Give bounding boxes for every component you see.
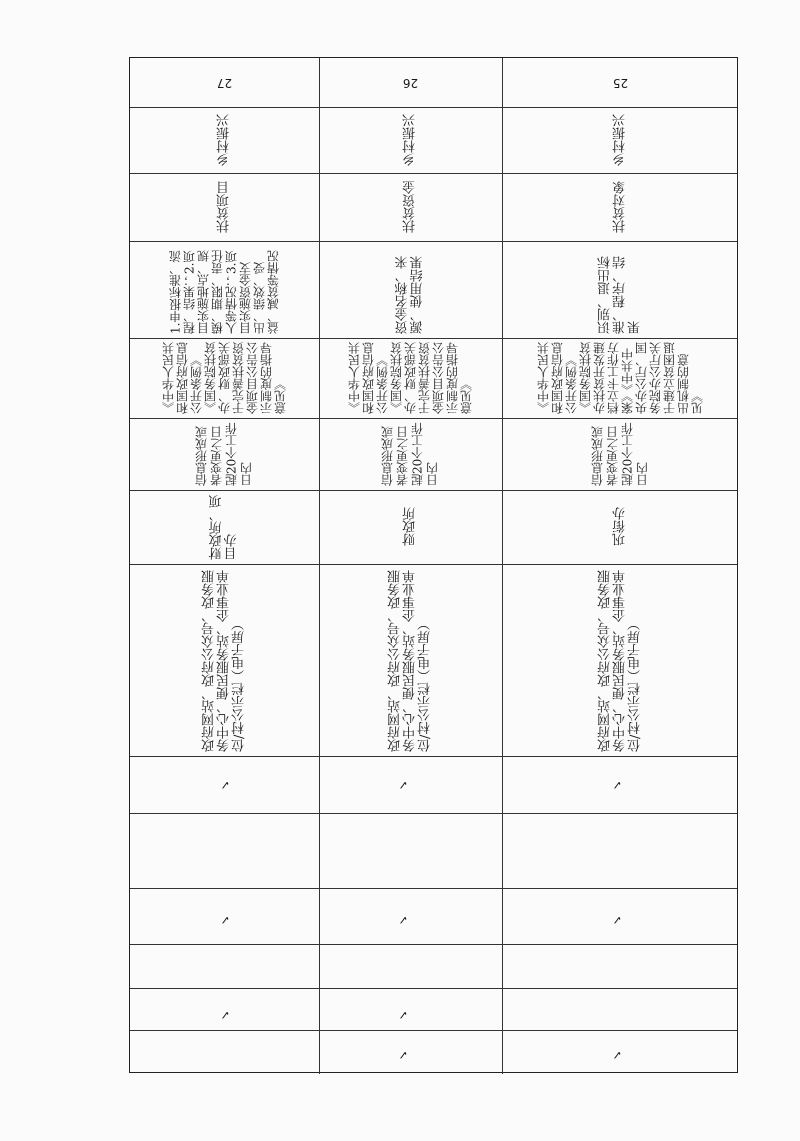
check-mark: ✓ [220, 1008, 231, 1022]
check-mark: ✓ [398, 1048, 409, 1062]
basis-cell: 《中华人民共和国政府信息公开条例》《国务院扶贫办扶贫开发建档立卡工作方案》《中共中央办公厅、国务院办公厅关于建立贫困退出机制的意见》 [536, 342, 705, 414]
row-number: 26 [402, 76, 419, 90]
check-mark: ✓ [612, 913, 623, 927]
item-cell: 扶贫资金 [403, 181, 418, 233]
row-divider [130, 1030, 737, 1031]
row-divider [130, 813, 737, 814]
check-mark: ✓ [398, 1008, 409, 1022]
category-cell: 乡村振兴 [613, 114, 628, 166]
row-divider [130, 756, 737, 757]
check-mark: ✓ [612, 1048, 623, 1062]
item-cell: 扶贫对象 [613, 181, 628, 233]
category-cell: 乡村振兴 [403, 114, 418, 166]
row-divider [130, 988, 737, 989]
row-divider [130, 944, 737, 945]
basis-cell: 《中华人民共和国政府信息公开条例》《国务院扶贫办、财政部关于完善扶贫资金项目公告公示制度的指导意见》 [347, 342, 474, 414]
check-mark: ✓ [398, 778, 409, 792]
channel-cell: 政府网站、政府公众号、政务服务中心、便民服务站、企事业单位/村公示栏（电子屏） [202, 570, 247, 752]
subject-cell: 财政所、项目办 [209, 495, 240, 560]
category-cell: 乡村振兴 [217, 114, 232, 166]
row-number: 25 [612, 76, 629, 90]
channel-cell: 政府网站、政府公众号、政务服务中心、便民服务站、企事业单位/村公示栏（电子屏） [598, 570, 643, 752]
content-cell: 资金名称、来源、使用结果 [395, 256, 426, 334]
check-mark: ✓ [612, 778, 623, 792]
basis-cell: 《中华人民共和国政府信息公开条例》《国务院扶贫办、财政部关于完善扶贫资金项目公告公示制度的指导意见》 [161, 342, 288, 414]
channel-cell: 政府网站、政府公众号、政务服务中心、便民服务站、企事业单位/村公示栏（电子屏） [388, 570, 433, 752]
subject-cell: 巩衔办 [613, 507, 628, 547]
subject-cell: 财政所 [403, 507, 418, 547]
check-mark: ✓ [398, 913, 409, 927]
content-cell: 1.申报标准、流程、结果；2.项目实施地点、规模、期限、责任人等情况；3.项目实施资金支出、绩效、受益、减贫等情况 [168, 250, 281, 334]
row-divider [130, 888, 737, 889]
time-cell: 信息形成或者变更之日起20个工作日内 [194, 422, 254, 486]
item-cell: 扶贫项目 [217, 181, 232, 233]
disclosure-table [129, 57, 738, 1073]
check-mark: ✓ [220, 913, 231, 927]
time-cell: 信息形成或者变更之日起20个工作日内 [590, 422, 650, 486]
time-cell: 信息形成或者变更之日起20个工作日内 [380, 422, 440, 486]
row-number: 27 [216, 76, 233, 90]
content-cell: 识别、退出标准、程序、结果 [598, 256, 643, 334]
check-mark: ✓ [220, 778, 231, 792]
